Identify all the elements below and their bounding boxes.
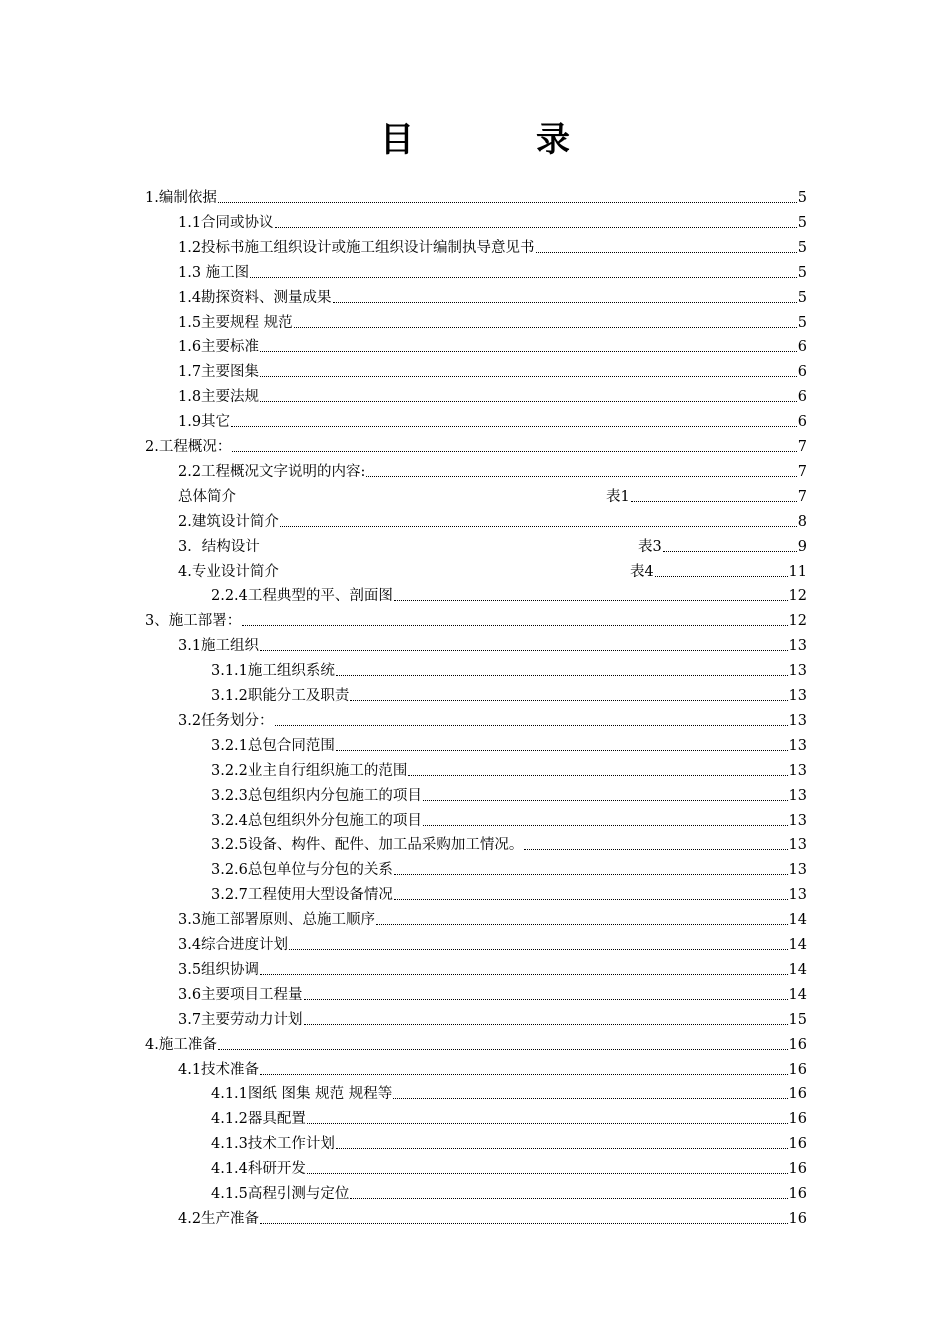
toc-entry[interactable] — [178, 930, 807, 954]
toc-leader-dots — [524, 849, 787, 850]
toc-entry-page-number: 13 — [788, 762, 807, 779]
toc-entry[interactable] — [211, 756, 807, 780]
toc-leader-dots — [423, 800, 788, 801]
toc-entry-label: 1.5主要规程 规范 — [178, 314, 293, 331]
toc-leader-dots — [423, 825, 788, 826]
toc-leader-dots — [280, 526, 797, 527]
toc-entry-label: 3.6主要项目工程量 — [178, 986, 303, 1003]
toc-entry-label: 4.1.1图纸 图集 规范 规程等 — [211, 1086, 393, 1103]
toc-entry[interactable] — [178, 980, 807, 1004]
toc-entry[interactable] — [145, 432, 807, 456]
toc-entry[interactable] — [178, 631, 807, 655]
toc-entry-page-number: 14 — [788, 912, 807, 929]
toc-leader-dots — [336, 750, 788, 751]
toc-leader-dots — [275, 227, 797, 228]
toc-entry-label: 3.3施工部署原则、总施工顺序 — [178, 912, 376, 929]
toc-entry[interactable] — [211, 581, 807, 605]
toc-entry[interactable] — [145, 606, 807, 630]
toc-entry-page-number: 16 — [788, 1111, 807, 1128]
toc-entry-label: 1.3 施工图 — [178, 264, 250, 281]
toc-entry[interactable] — [178, 332, 807, 356]
toc-entry-label: 3.2.5设备、构件、配件、加工品采购加工情况。 — [211, 837, 524, 854]
toc-entry-label: 3.5组织协调 — [178, 961, 260, 978]
toc-entry[interactable] — [178, 1055, 807, 1079]
toc-entry-label: 2.2工程概况文字说明的内容: — [178, 463, 366, 480]
toc-entry-label: 3.2.7工程使用大型设备情况 — [211, 887, 393, 904]
toc-entry[interactable] — [211, 1079, 807, 1103]
toc-entry-page-number: 13 — [788, 787, 807, 804]
toc-leader-dots — [275, 725, 788, 726]
toc-entry-label: 2.工程概况： — [145, 439, 232, 455]
toc-entry-label: 3.4综合进度计划 — [178, 937, 289, 953]
toc-leader-dots — [366, 476, 796, 477]
toc-entry-label: 1.9其它 — [178, 414, 231, 431]
toc-entry[interactable] — [178, 507, 807, 531]
toc-entry-page-number: 16 — [788, 1036, 807, 1053]
toc-entry-label: 1.编制依据 — [145, 190, 217, 206]
toc-leader-dots — [231, 426, 797, 427]
toc-entry-page-number: 16 — [788, 1061, 807, 1078]
toc-entry-page-number: 6 — [797, 339, 807, 356]
toc-entry-label: 3.2.3总包组织内分包施工的项目 — [211, 787, 422, 804]
toc-entry-page-number: 5 — [797, 264, 807, 281]
toc-entry[interactable] — [178, 706, 807, 730]
toc-entry-label: 4.专业设计简介 — [178, 563, 279, 580]
toc-entry-label: 3.7主要劳动力计划 — [178, 1011, 303, 1028]
toc-entry-label: 1.2投标书施工组织设计或施工组织设计编制执导意见书 — [178, 239, 535, 256]
toc-leader-dots — [304, 1024, 788, 1025]
toc-leader-dots — [242, 625, 787, 626]
toc-entry-label: 1.7主要图集 — [178, 364, 260, 381]
toc-entry-label: 1.4勘探资料、测量成果 — [178, 289, 332, 306]
toc-entry-page-number: 6 — [797, 364, 807, 381]
toc-entry[interactable] — [178, 283, 807, 307]
toc-entry-page-number: 16 — [788, 1136, 807, 1153]
toc-leader-dots — [336, 675, 788, 676]
toc-entry[interactable] — [178, 308, 807, 332]
toc-entry-label: 1.1合同或协议 — [178, 214, 274, 231]
toc-leader-dots — [536, 252, 797, 253]
toc-entry-page-number: 16 — [788, 1186, 807, 1202]
toc-leader-dots — [260, 376, 797, 377]
toc-entry-page-number: 16 — [788, 1161, 807, 1178]
toc-entry-page-number: 16 — [788, 1086, 807, 1103]
toc-entry-page-number: 14 — [788, 961, 807, 978]
toc-entry-page-number: 11 — [788, 563, 807, 580]
toc-entry[interactable] — [211, 1104, 807, 1128]
toc-entry-label: 3.2.2业主自行组织施工的范围 — [211, 762, 408, 779]
toc-entry[interactable] — [145, 1030, 807, 1054]
toc-entry-page-number: 13 — [788, 862, 807, 879]
toc-entry-page-number: 5 — [797, 289, 807, 306]
toc-entry-page-number: 8 — [797, 513, 807, 530]
toc-leader-dots — [393, 1098, 787, 1099]
toc-entry-page-number: 12 — [788, 588, 807, 605]
toc-entry-label: 3.1.2职能分工及职责 — [211, 688, 350, 704]
toc-entry-page-number: 6 — [797, 389, 807, 406]
toc-entry-label: 3.2.1总包合同范围 — [211, 737, 335, 754]
toc-leader-dots — [260, 401, 797, 402]
toc-entry-page-number: 13 — [788, 663, 807, 680]
toc-leader-dots — [376, 924, 787, 925]
toc-entry-label: 3.2.6总包单位与分包的关系 — [211, 862, 393, 879]
toc-entry-label: 4.1.2器具配置 — [211, 1111, 306, 1128]
toc-entry-page-number: 13 — [788, 638, 807, 655]
toc-leader-dots — [260, 351, 797, 352]
toc-entry[interactable] — [211, 855, 807, 879]
toc-entry-label: 3.1.1施工组织系统 — [211, 663, 335, 680]
toc-entry-page-number: 5 — [797, 190, 807, 206]
toc-entry-page-number: 6 — [797, 414, 807, 431]
toc-entry-label: 4.1.3技术工作计划 — [211, 1136, 335, 1153]
toc-entry[interactable] — [178, 482, 807, 506]
toc-leader-dots — [289, 949, 787, 950]
toc-entry-page-number: 7 — [797, 488, 807, 505]
toc-leader-dots — [250, 277, 797, 278]
toc-entry[interactable] — [211, 731, 807, 755]
toc-entry-page-number: 13 — [788, 688, 807, 704]
toc-leader-dots — [218, 202, 797, 203]
toc-leader-dots — [294, 327, 797, 328]
toc-entry-label: 3.1施工组织 — [178, 638, 260, 655]
toc-leader-dots — [218, 1049, 788, 1050]
toc-entry-label: 总体简介 — [178, 488, 236, 505]
toc-entry-page-number: 9 — [797, 538, 807, 555]
toc-leader-dots — [307, 1123, 788, 1124]
toc-entry[interactable] — [178, 233, 807, 257]
toc-entry-label: 2.建筑设计简介 — [178, 513, 279, 530]
toc-entry-table-ref: 表3 — [638, 538, 662, 555]
toc-entry[interactable] — [145, 183, 807, 207]
toc-entry-table-ref: 表4 — [630, 563, 654, 580]
toc-leader-dots — [307, 1173, 788, 1174]
toc-entry[interactable] — [178, 457, 807, 481]
toc-leader-dots — [655, 576, 788, 577]
toc-entry-page-number: 7 — [797, 439, 807, 455]
toc-entry[interactable] — [178, 532, 807, 556]
toc-entry[interactable] — [178, 382, 807, 406]
toc-entry-label: 4.2生产准备 — [178, 1210, 260, 1227]
toc-leader-dots — [350, 700, 787, 701]
toc-leader-dots — [663, 551, 797, 552]
toc-entry-page-number: 12 — [788, 613, 807, 630]
toc-entry-label: 1.6主要标准 — [178, 339, 260, 356]
toc-leader-dots — [260, 1074, 787, 1075]
toc-entry[interactable] — [178, 258, 807, 282]
toc-entry[interactable] — [211, 1129, 807, 1153]
toc-entry-page-number: 13 — [788, 837, 807, 854]
toc-entry[interactable] — [178, 357, 807, 381]
toc-entry-page-number: 7 — [797, 463, 807, 480]
toc-entry-page-number: 14 — [788, 937, 807, 953]
toc-entry[interactable] — [211, 1179, 807, 1203]
toc-entry-label: 1.8主要法规 — [178, 389, 260, 406]
toc-entry-page-number: 14 — [788, 986, 807, 1003]
toc-entry[interactable] — [178, 955, 807, 979]
toc-leader-dots — [260, 974, 787, 975]
toc-entry[interactable] — [178, 407, 807, 431]
toc-entry[interactable] — [211, 781, 807, 805]
toc-entry-page-number: 13 — [788, 712, 807, 729]
toc-entry-label: 4.施工准备 — [145, 1036, 217, 1053]
toc-entry-page-number: 15 — [788, 1011, 807, 1028]
toc-entry-page-number: 16 — [788, 1210, 807, 1227]
toc-entry[interactable] — [211, 806, 807, 830]
toc-entry[interactable] — [178, 208, 807, 232]
toc-entry[interactable] — [211, 880, 807, 904]
toc-entry-page-number: 13 — [788, 812, 807, 829]
toc-entry-label: 4.1.5高程引测与定位 — [211, 1186, 350, 1202]
toc-entry-label: 3.2任务划分： — [178, 712, 274, 729]
toc-leader-dots — [350, 1198, 787, 1199]
toc-entry-label: 3、施工部署： — [145, 613, 242, 630]
toc-entry[interactable] — [178, 1204, 807, 1228]
toc-leader-dots — [394, 874, 788, 875]
toc-entry-page-number: 13 — [788, 887, 807, 904]
toc-leader-dots — [336, 1148, 788, 1149]
toc-leader-dots — [394, 899, 788, 900]
toc-leader-dots — [260, 1223, 787, 1224]
toc-entry-label: 3.2.4总包组织外分包施工的项目 — [211, 812, 422, 829]
toc-entry-label: 3．结构设计 — [178, 538, 260, 555]
toc-entry[interactable] — [178, 1005, 807, 1029]
toc-leader-dots — [232, 451, 796, 452]
toc-entry-label: 2.2.4工程典型的平、剖面图 — [211, 588, 393, 605]
toc-entry[interactable] — [178, 557, 807, 581]
toc-leader-dots — [333, 302, 797, 303]
toc-entry-label: 4.1技术准备 — [178, 1061, 260, 1078]
toc-leader-dots — [394, 600, 788, 601]
page-title: 目 录 — [380, 120, 614, 160]
toc-entry-page-number: 5 — [797, 214, 807, 231]
toc-entry[interactable] — [211, 681, 807, 705]
toc-leader-dots — [260, 650, 787, 651]
toc-entry[interactable] — [211, 830, 807, 854]
toc-leader-dots — [631, 501, 797, 502]
toc-leader-dots — [408, 775, 787, 776]
toc-entry-label: 4.1.4科研开发 — [211, 1161, 306, 1178]
toc-entry[interactable] — [211, 1154, 807, 1178]
toc-leader-dots — [304, 999, 788, 1000]
toc-entry-page-number: 5 — [797, 239, 807, 256]
toc-entry-page-number: 5 — [797, 314, 807, 331]
toc-entry[interactable] — [211, 656, 807, 680]
toc-entry-table-ref: 表1 — [606, 488, 630, 505]
toc-entry[interactable] — [178, 905, 807, 929]
toc-entry-page-number: 13 — [788, 737, 807, 754]
